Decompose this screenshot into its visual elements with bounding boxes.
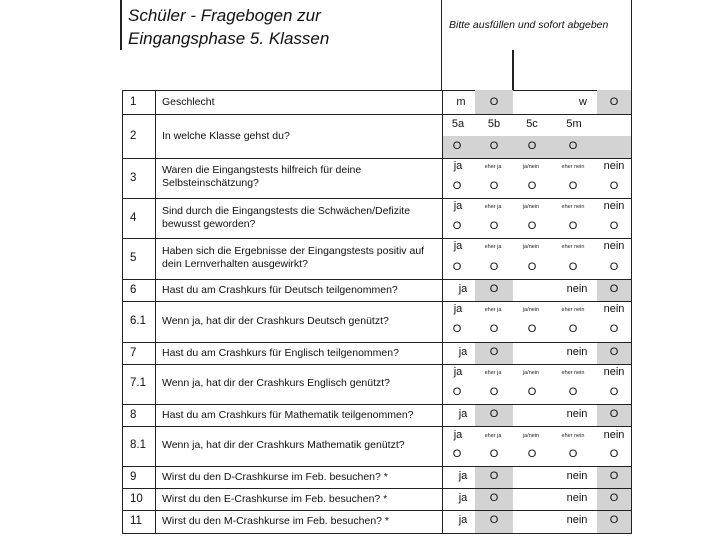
scale-label-nein: nein <box>603 303 625 315</box>
option-label-ja: ja <box>458 283 468 295</box>
question-text: Wirst du den D-Crashkurse im Feb. besuchen? * <box>162 471 388 483</box>
question-number: 9 <box>130 471 137 483</box>
answer-circle-5a[interactable]: O <box>452 140 462 152</box>
row-divider <box>122 426 632 427</box>
question-text: Wenn ja, hat dir der Crashkurs Mathematik genützt? <box>162 439 405 451</box>
scale-label-eher-nein: eher nein <box>561 244 585 250</box>
answer-circle-ja[interactable]: O <box>489 408 499 420</box>
table-top-border <box>122 90 632 91</box>
question-text: Haben sich die Ergebnisse der Eingangstests positiv auf dein Lernverhalten ausgewirkt? <box>162 245 425 270</box>
question-number: 8.1 <box>130 439 146 451</box>
question-number: 10 <box>130 493 143 505</box>
option-label-ja: ja <box>458 514 468 526</box>
scale-label-nein: nein <box>603 240 625 252</box>
answer-circle[interactable]: O <box>609 220 619 232</box>
answer-circle[interactable]: O <box>568 220 578 232</box>
question-number: 7.1 <box>130 377 146 389</box>
row-divider <box>122 364 632 365</box>
option-label-ja: ja <box>458 470 468 482</box>
scale-label-ja-nein: ja/nein <box>522 307 540 313</box>
header-divider-left <box>441 0 442 90</box>
scale-label-ja: ja <box>453 366 463 378</box>
question-text: Wirst du den E-Crashkurse im Feb. besuchen? * <box>162 493 388 505</box>
answer-circle[interactable]: O <box>527 180 537 192</box>
number-column-divider <box>155 90 156 534</box>
question-number: 5 <box>130 252 137 264</box>
scale-label-eher-ja: eher ja <box>484 433 502 439</box>
question-number: 6 <box>130 284 137 296</box>
class-label-5a: 5a <box>451 118 465 130</box>
answer-circle[interactable]: O <box>609 323 619 335</box>
form-title <box>128 4 329 50</box>
answer-circle[interactable]: O <box>527 323 537 335</box>
scale-label-nein: nein <box>603 366 625 378</box>
answer-circle[interactable]: O <box>452 323 462 335</box>
answer-circle-ja[interactable]: O <box>489 492 499 504</box>
answer-circle-m[interactable]: O <box>489 96 499 108</box>
scale-label-eher-nein: eher nein <box>561 307 585 313</box>
answer-circle-nein[interactable]: O <box>609 408 619 420</box>
answer-circle-5b[interactable]: O <box>489 140 499 152</box>
answer-circle-ja[interactable]: O <box>489 470 499 482</box>
option-label-nein: nein <box>566 470 588 482</box>
scale-label-eher-nein: eher nein <box>561 204 585 210</box>
scale-label-ja-nein: ja/nein <box>522 204 540 210</box>
title-bar <box>120 0 122 50</box>
row-divider <box>122 510 632 511</box>
answer-circle[interactable]: O <box>568 448 578 460</box>
row-divider <box>122 488 632 489</box>
scale-label-ja-nein: ja/nein <box>522 164 540 170</box>
question-text: Hast du am Crashkurs für Englisch teilgenommen? <box>162 347 399 359</box>
option-label-nein: nein <box>566 514 588 526</box>
scale-label-ja-nein: ja/nein <box>522 433 540 439</box>
option-label-m: m <box>456 96 466 108</box>
row-divider <box>122 342 632 343</box>
question-text: Sind durch die Eingangstests die Schwächen/Defizite bewusst geworden? <box>162 205 411 230</box>
instruction-text: Bitte ausfüllen und sofort abgeben <box>449 19 609 31</box>
question-number: 11 <box>130 515 142 527</box>
scale-label-nein: nein <box>603 429 625 441</box>
question-text: Geschlecht <box>162 96 215 108</box>
answer-circle[interactable]: O <box>568 180 578 192</box>
option-label-nein: nein <box>566 283 588 295</box>
table-right-border <box>631 90 632 534</box>
answer-circle[interactable]: O <box>489 261 499 273</box>
row-divider <box>122 279 632 280</box>
row-divider <box>122 238 632 239</box>
question-text: Wirst du den M-Crashkurse im Feb. besuchen? * <box>162 515 390 527</box>
answer-circle-w[interactable]: O <box>609 96 619 108</box>
scale-label-eher-ja: eher ja <box>484 307 502 313</box>
scale-label-nein: nein <box>603 200 625 212</box>
answer-circle[interactable]: O <box>609 448 619 460</box>
class-label-5b: 5b <box>487 118 501 130</box>
row-divider <box>122 404 632 405</box>
question-text: In welche Klasse gehst du? <box>162 130 290 142</box>
scale-label-eher-nein: eher nein <box>561 370 585 376</box>
class-label-5c: 5c <box>526 118 538 130</box>
header-divider-center <box>512 50 514 90</box>
row-divider <box>122 114 632 115</box>
scale-label-eher-nein: eher nein <box>561 433 585 439</box>
answer-circle[interactable]: O <box>568 261 578 273</box>
header-divider-right <box>631 0 632 90</box>
answer-circle[interactable]: O <box>489 386 499 398</box>
answer-circle-ja[interactable]: O <box>489 514 499 526</box>
answer-circle[interactable]: O <box>452 220 462 232</box>
question-number: 8 <box>130 409 137 421</box>
option-label-nein: nein <box>566 408 588 420</box>
question-number: 1 <box>130 96 137 108</box>
question-text: Wenn ja, hat dir der Crashkurs Englisch genützt? <box>162 377 391 389</box>
answer-circle[interactable]: O <box>568 386 578 398</box>
table-bottom-border <box>122 533 632 534</box>
question-text: Hast du am Crashkurs für Deutsch teilgenommen? <box>162 284 398 296</box>
row-divider <box>122 158 632 159</box>
question-number: 2 <box>130 130 137 142</box>
option-label-ja: ja <box>458 408 468 420</box>
answer-circle[interactable]: O <box>609 261 619 273</box>
scale-label-ja-nein: ja/nein <box>522 244 540 250</box>
option-label-nein: nein <box>566 492 588 504</box>
answer-circle-nein[interactable]: O <box>609 514 619 526</box>
answer-circle[interactable]: O <box>452 448 462 460</box>
answer-circle[interactable]: O <box>489 448 499 460</box>
scale-label-ja: ja <box>453 429 463 441</box>
question-text: Waren die Eingangstests hilfreich für deine Selbsteinschätzung? <box>162 164 362 189</box>
scale-label-eher-ja: eher ja <box>484 244 502 250</box>
scale-label-eher-ja: eher ja <box>484 164 502 170</box>
question-number: 3 <box>130 172 137 184</box>
row-divider <box>122 301 632 302</box>
scale-label-ja: ja <box>453 160 463 172</box>
question-number: 6.1 <box>130 315 146 327</box>
title-line-2: Eingangsphase 5. Klassen <box>128 29 330 48</box>
scale-label-ja-nein: ja/nein <box>522 370 540 376</box>
answer-circle[interactable]: O <box>452 386 462 398</box>
answer-circle-nein[interactable]: O <box>609 470 619 482</box>
option-label-ja: ja <box>458 346 468 358</box>
answer-circle[interactable]: O <box>609 180 619 192</box>
answer-circle[interactable]: O <box>489 323 499 335</box>
answer-circle[interactable]: O <box>527 220 537 232</box>
scale-label-nein: nein <box>603 160 625 172</box>
answer-circle[interactable]: O <box>527 386 537 398</box>
scale-label-eher-nein: eher nein <box>561 164 585 170</box>
answer-circle[interactable]: O <box>527 448 537 460</box>
answer-circle[interactable]: O <box>452 261 462 273</box>
question-number: 4 <box>130 212 137 224</box>
scale-label-eher-ja: eher ja <box>484 370 502 376</box>
answer-circle-nein[interactable]: O <box>609 346 619 358</box>
scale-label-ja: ja <box>453 303 463 315</box>
title-line-1: Schüler - Fragebogen zur <box>128 6 321 25</box>
question-number: 7 <box>130 347 137 359</box>
answer-circle[interactable]: O <box>609 386 619 398</box>
answer-circle[interactable]: O <box>452 180 462 192</box>
option-label-w: w <box>579 96 587 108</box>
answer-circle[interactable]: O <box>489 220 499 232</box>
answer-circle-5c[interactable]: O <box>527 140 537 152</box>
answer-circle[interactable]: O <box>489 180 499 192</box>
option-label-nein: nein <box>566 346 588 358</box>
table-left-border <box>122 90 123 534</box>
question-text: Wenn ja, hat dir der Crashkurs Deutsch genützt? <box>162 315 389 327</box>
answer-circle-nein[interactable]: O <box>609 283 619 295</box>
answer-circle[interactable]: O <box>568 323 578 335</box>
answer-circle-nein[interactable]: O <box>609 492 619 504</box>
row-divider <box>122 466 632 467</box>
option-label-ja: ja <box>458 492 468 504</box>
scale-label-ja: ja <box>453 200 463 212</box>
scale-label-eher-ja: eher ja <box>484 204 502 210</box>
answer-circle[interactable]: O <box>527 261 537 273</box>
answer-circle-ja[interactable]: O <box>489 346 499 358</box>
scale-label-ja: ja <box>453 240 463 252</box>
question-text: Hast du am Crashkurs für Mathematik teilgenommen? <box>162 409 414 421</box>
row-divider <box>122 198 632 199</box>
class-label-5m: 5m <box>566 118 582 130</box>
answer-circle-ja[interactable]: O <box>489 283 499 295</box>
answer-circle-5m[interactable]: O <box>568 140 578 152</box>
